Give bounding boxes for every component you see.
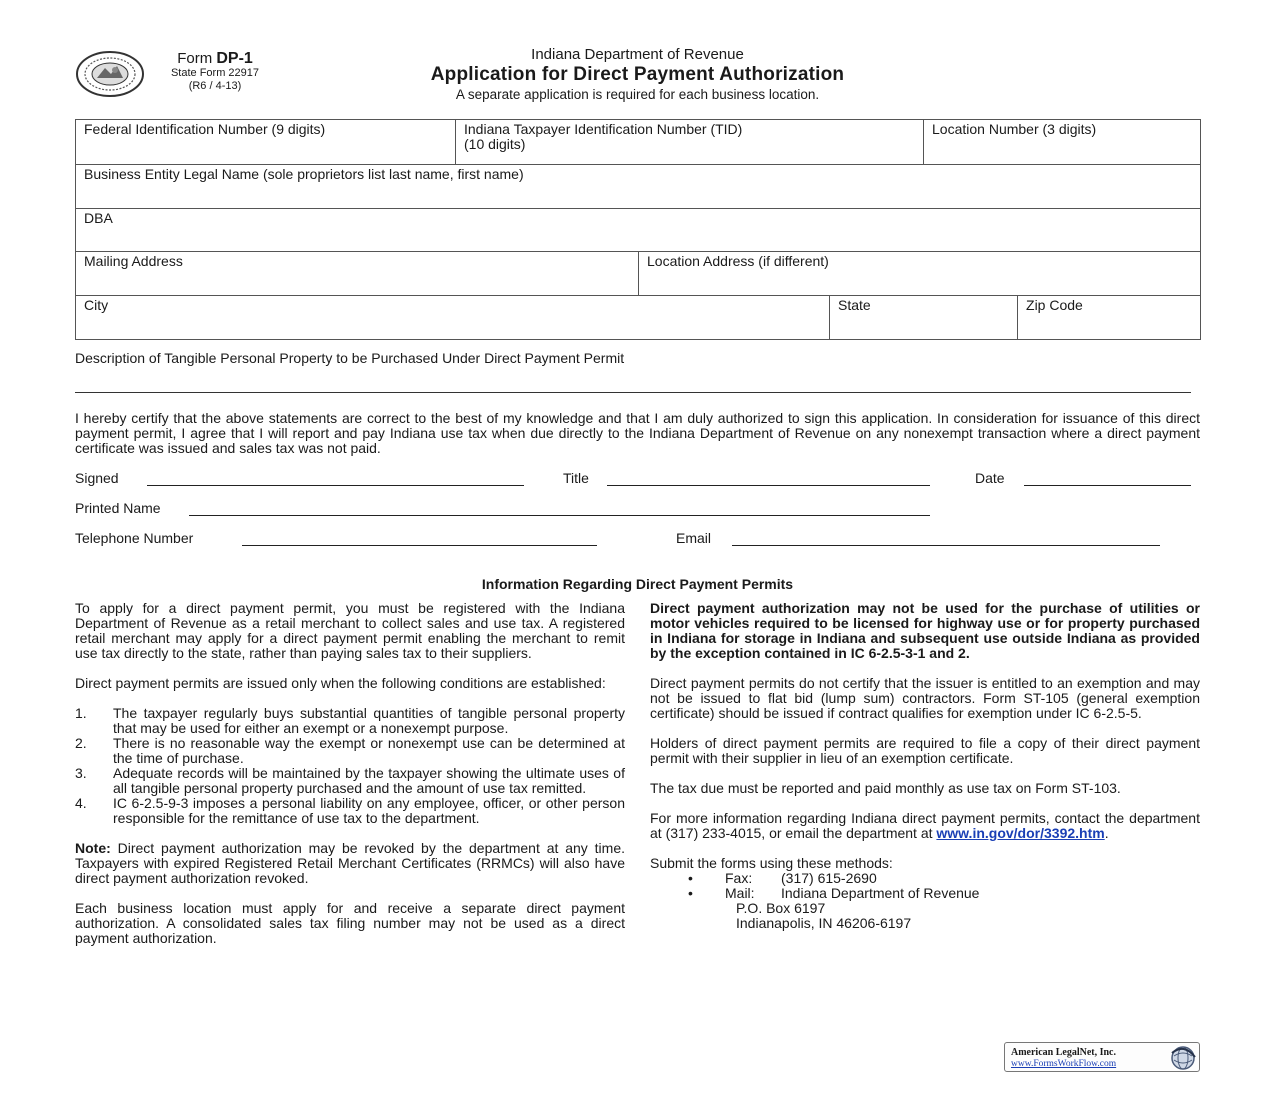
printed-name-line[interactable] <box>189 515 930 516</box>
fax-method <box>680 871 1200 886</box>
contact-paragraph <box>650 811 1200 841</box>
title-line[interactable] <box>607 485 930 486</box>
list-item <box>75 796 625 826</box>
federal-id-label: Federal Identification Number (9 digits) <box>84 121 326 137</box>
list-item <box>75 706 625 736</box>
list-text: IC 6-2.5-9-3 imposes a personal liability on any employee, officer, or other person responsible for the remittance of use tax to the department. <box>113 795 625 826</box>
mailing-address-label: Mailing Address <box>84 253 183 269</box>
info-paragraph: Direct payment permits are issued only when the following conditions are established: <box>75 675 606 691</box>
info-paragraph: The tax due must be reported and paid monthly as use tax on Form ST-103. <box>650 780 1121 796</box>
list-item <box>75 766 625 796</box>
dba-label: DBA <box>84 210 113 226</box>
mail-label: Mail: <box>725 885 755 901</box>
contact-text: For more information regarding Indiana direct payment permits, contact the department at (317) 233-4015, or email the department at <box>650 810 1200 841</box>
telephone-label: Telephone Number <box>75 530 194 546</box>
bullet-icon: • <box>688 870 693 886</box>
list-number: 4. <box>75 795 87 811</box>
conditions-list <box>75 706 625 826</box>
zip-label: Zip Code <box>1026 297 1083 313</box>
submit-methods <box>680 871 1200 931</box>
email-label: Email <box>676 530 712 546</box>
mail-method <box>680 886 1200 901</box>
certification-text: I hereby certify that the above statements are correct to the best of my knowledge and that I am duly authorized to sign this application. In consideration for issuance of this direct payment permit, I agree that I will report and pay Indiana use tax when due directly to the Indiana Department of Revenue on any nonexempt transaction where a direct payment certificate was issued and sales tax was not paid. <box>75 410 1200 456</box>
date-label: Date <box>975 470 1005 486</box>
location-number-label: Location Number (3 digits) <box>932 121 1097 137</box>
state-form-number: State Form 22917 <box>170 67 260 79</box>
info-paragraph: Direct payment permits do not certify that the issuer is entitled to an exemption and may not be issued to flat bid (lump sum) contractors. Form ST-105 (general exemption certificate) should be issued if contract qualifies for exemption under IC 6-2.5-5. <box>650 675 1200 721</box>
title-label: Title <box>563 470 589 486</box>
location-address-field[interactable] <box>639 252 1201 296</box>
signed-line[interactable] <box>147 485 524 486</box>
email-line[interactable] <box>732 545 1160 546</box>
info-right-column <box>650 601 1200 931</box>
form-number: DP-1 <box>216 50 253 67</box>
form-header <box>330 46 945 104</box>
header-note: A separate application is required for each business location. <box>455 87 820 102</box>
note-text: Direct payment authorization may be revoked by the department at any time. Taxpayers with expired Registered Retail Merchant Certificates (RRMCs) will also have direct payment authorization revoked. <box>75 840 625 886</box>
bullet-icon: • <box>688 885 693 901</box>
note-label: Note: <box>75 840 111 856</box>
legalnet-badge[interactable] <box>1004 1042 1200 1072</box>
list-text: The taxpayer regularly buys substantial quantities of tangible personal property that may be used for either an exempt or a nonexempt purpose. <box>113 705 625 736</box>
fax-number: (317) 615-2690 <box>781 870 877 886</box>
mail-line-2: P.O. Box 6197 <box>736 900 826 916</box>
fax-label: Fax: <box>725 870 753 886</box>
city-field[interactable] <box>76 296 830 340</box>
state-label: State <box>838 297 871 313</box>
dba-field[interactable] <box>76 209 1201 252</box>
legal-name-label: Business Entity Legal Name (sole proprietors list last name, first name) <box>84 166 524 182</box>
description-input-line[interactable] <box>75 392 1191 393</box>
state-seal-icon <box>75 50 145 98</box>
city-label: City <box>84 297 109 313</box>
location-number-field[interactable] <box>924 120 1201 165</box>
state-field[interactable] <box>830 296 1018 340</box>
info-paragraph: To apply for a direct payment permit, you must be registered with the Indiana Department of Revenue as a retail merchant to collect sales and use tax. A registered retail merchant may apply for a direct payment permit enabling the merchant to remit use tax directly to the state, rather than paying sales tax to their suppliers. <box>75 600 625 661</box>
badge-company: American LegalNet, Inc. <box>1011 1047 1116 1058</box>
badge-url: www.FormsWorkFlow.com <box>1011 1059 1117 1069</box>
location-address-label: Location Address (if different) <box>647 253 829 269</box>
list-number: 1. <box>75 705 87 721</box>
printed-name-label: Printed Name <box>75 500 161 516</box>
department-name: Indiana Department of Revenue <box>531 46 744 63</box>
federal-id-field[interactable] <box>76 120 456 165</box>
submit-intro: Submit the forms using these methods: <box>650 855 893 871</box>
revocation-note <box>75 841 625 886</box>
tid-label-sub: (10 digits) <box>464 136 526 152</box>
description-label: Description of Tangible Personal Property to be Purchased Under Direct Payment Permit <box>75 350 625 366</box>
contact-end: . <box>1104 825 1109 841</box>
dor-link[interactable]: www.in.gov/dor/3392.htm <box>936 825 1105 841</box>
mail-line-3: Indianapolis, IN 46206-6197 <box>736 915 912 931</box>
list-text: There is no reasonable way the exempt or nonexempt use can be determined at the time of purchase. <box>113 735 625 766</box>
signed-label: Signed <box>75 470 119 486</box>
restriction-paragraph: Direct payment authorization may not be used for the purchase of utilities or motor vehicles required to be licensed for highway use or for property purchased in Indiana for storage in Indiana and subsequent use outside Indiana as provided by the exception contained in IC 6-2.5-3-1 and 2. <box>650 600 1200 661</box>
mail-line-1: Indiana Department of Revenue <box>781 885 980 901</box>
form-identifier <box>150 50 280 93</box>
list-text: Adequate records will be maintained by the taxpayer showing the ultimate uses of all tangible personal property purchased and the amount of use tax remitted. <box>113 765 625 796</box>
date-line[interactable] <box>1024 485 1191 486</box>
telephone-line[interactable] <box>242 545 597 546</box>
legal-name-field[interactable] <box>76 165 1201 209</box>
globe-icon <box>1170 1045 1196 1071</box>
business-info-table <box>75 119 1201 340</box>
info-left-column <box>75 601 625 961</box>
list-item <box>75 736 625 766</box>
page-title: Application for Direct Payment Authorization <box>430 64 845 85</box>
info-paragraph: Each business location must apply for and receive a separate direct payment authorization. A consolidated sales tax filing number may not be used as a direct payment authorization. <box>75 900 625 946</box>
revision: (R6 / 4-13) <box>188 80 242 92</box>
form-label: Form <box>177 50 213 67</box>
mailing-address-field[interactable] <box>76 252 639 296</box>
tid-field[interactable] <box>456 120 924 165</box>
zip-field[interactable] <box>1018 296 1201 340</box>
list-number: 2. <box>75 735 87 751</box>
info-heading: Information Regarding Direct Payment Permits <box>481 576 794 592</box>
list-number: 3. <box>75 765 87 781</box>
tid-label: Indiana Taxpayer Identification Number (TID) <box>464 121 743 137</box>
info-paragraph: Holders of direct payment permits are required to file a copy of their direct payment permit with their supplier in lieu of an exemption certificate. <box>650 735 1200 766</box>
